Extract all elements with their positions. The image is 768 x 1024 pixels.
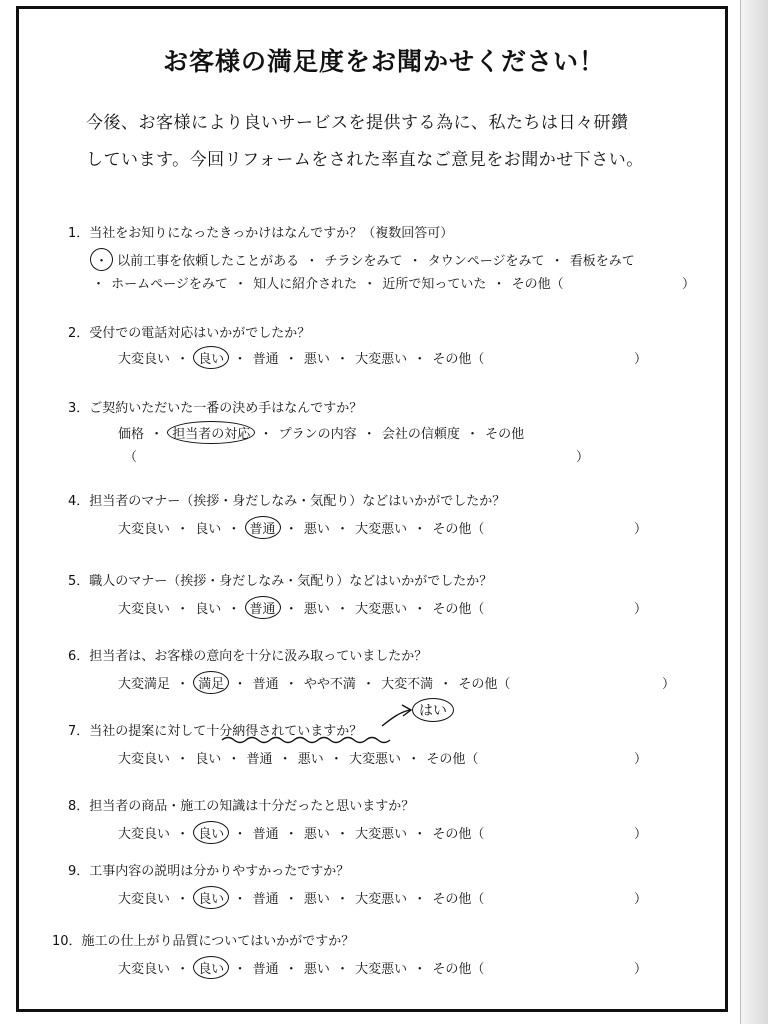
selected-answer[interactable]: 良い	[193, 346, 229, 369]
question-6-paren-close: ）	[662, 677, 676, 692]
option-flyer[interactable]: ・ チラシをみて	[305, 254, 403, 269]
option-previous-work[interactable]: 以前工事を依頼したことがある	[117, 254, 300, 269]
option-group[interactable]: 大変良い ・	[118, 827, 190, 842]
question-1-options-line-2-text[interactable]: ・ ホームページをみて ・ 知人に紹介された ・ 近所で知っていた ・ その他（	[92, 277, 564, 292]
option-group[interactable]: 大変良い ・ 良い ・ 普通 ・ 悪い ・ 大変悪い ・ その他（	[118, 752, 479, 767]
option-group[interactable]: 大変満足 ・	[118, 677, 190, 692]
intro-line-1: 今後、お客様により良いサービスを提供する為に、私たちは日々研鑽	[86, 113, 629, 133]
question-7-options	[118, 748, 478, 767]
question-7-label: 7．当社の提案に対して十分納得されていますか？	[68, 724, 363, 739]
question-4-paren-close: ）	[634, 522, 648, 537]
question-9-paren-close: ）	[634, 892, 648, 907]
question-2-options	[118, 348, 484, 367]
selected-answer[interactable]: 担当者の対応	[167, 421, 255, 444]
selected-answer[interactable]: 満足	[193, 671, 229, 694]
question-7-paren-close: ）	[634, 752, 648, 767]
question-8-options	[118, 823, 484, 842]
question-1-options-line-2	[92, 273, 564, 292]
question-3-paren-open: （	[124, 450, 138, 465]
option-group[interactable]: 大変良い ・	[118, 962, 190, 977]
option-group[interactable]: ・ 普通 ・ 悪い ・ 大変悪い ・ その他（	[233, 962, 485, 977]
question-1-paren-close: ）	[682, 277, 696, 292]
selected-answer[interactable]: 普通	[245, 596, 281, 619]
question-3-paren-close: ）	[576, 450, 590, 465]
selected-answer[interactable]: 良い	[193, 821, 229, 844]
question-4-options	[118, 518, 484, 537]
question-6-label: 6．担当者は、お客様の意向を十分に汲み取っていましたか？	[68, 649, 428, 664]
selected-answer[interactable]: 良い	[193, 956, 229, 979]
page-title: お客様の満足度をお聞かせください！	[162, 47, 605, 76]
question-10-label: 10．施工の仕上がり品質についてはいかがですか？	[52, 934, 355, 949]
selected-answer[interactable]: 普通	[245, 516, 281, 539]
question-8-paren-close: ）	[634, 827, 648, 842]
option-signboard[interactable]: ・ 看板をみて	[550, 254, 635, 269]
handwritten-answer: はい	[412, 698, 454, 722]
question-8-label: 8．担当者の商品・施工の知識は十分だったと思いますか？	[68, 799, 415, 814]
scan-edge	[740, 0, 768, 1024]
option-group[interactable]: 大変良い ・	[118, 892, 190, 907]
question-3-options	[118, 423, 524, 442]
intro-line-2: しています。今回リフォームをされた率直なご意見をお聞かせ下さい。	[86, 150, 644, 170]
question-6-options	[118, 673, 510, 692]
question-1-label: 1．当社をお知りになったきっかけはなんですか？（複数回答可）	[68, 226, 454, 241]
question-2-label: 2．受付での電話対応はいかがでしたか？	[68, 326, 311, 341]
option-town-pages[interactable]: ・ タウンページをみて	[408, 254, 545, 269]
selected-answer[interactable]: 良い	[193, 886, 229, 909]
option-group[interactable]: 大変良い ・	[118, 352, 190, 367]
option-group[interactable]: ・ 悪い ・ 大変悪い ・ その他（	[284, 522, 485, 537]
question-1-options-line-1	[92, 250, 635, 269]
option-group[interactable]: ・ プランの内容 ・ 会社の信頼度 ・ その他	[259, 427, 525, 442]
option-group[interactable]: ・ 普通 ・ 悪い ・ 大変悪い ・ その他（	[233, 352, 485, 367]
question-3-label: 3．ご契約いただいた一番の決め手はなんですか？	[68, 401, 363, 416]
question-5-options	[118, 598, 484, 617]
question-5-paren-close: ）	[634, 602, 648, 617]
question-5-label: 5．職人のマナー（挨拶・身だしなみ・気配り）などはいかがでしたか？	[68, 574, 493, 589]
question-2-paren-close: ）	[634, 352, 648, 367]
option-group[interactable]: ・ 普通 ・ やや不満 ・ 大変不満 ・ その他（	[233, 677, 511, 692]
option-group[interactable]: ・ 普通 ・ 悪い ・ 大変悪い ・ その他（	[233, 827, 485, 842]
option-group[interactable]: 大変良い ・ 良い ・	[118, 602, 241, 617]
question-10-paren-close: ）	[634, 962, 648, 977]
selected-mark[interactable]: ・	[90, 248, 113, 271]
question-9-options	[118, 888, 484, 907]
option-group[interactable]: ・ 普通 ・ 悪い ・ 大変悪い ・ その他（	[233, 892, 485, 907]
option-group[interactable]: ・ 悪い ・ 大変悪い ・ その他（	[284, 602, 485, 617]
option-group[interactable]: 大変良い ・ 良い ・	[118, 522, 241, 537]
question-4-label: 4．担当者のマナー（挨拶・身だしなみ・気配り）などはいかがでしたか？	[68, 494, 506, 509]
question-10-options	[118, 958, 484, 977]
question-9-label: 9．工事内容の説明は分かりやすかったですか？	[68, 864, 350, 879]
option-group[interactable]: 価格 ・	[118, 427, 164, 442]
